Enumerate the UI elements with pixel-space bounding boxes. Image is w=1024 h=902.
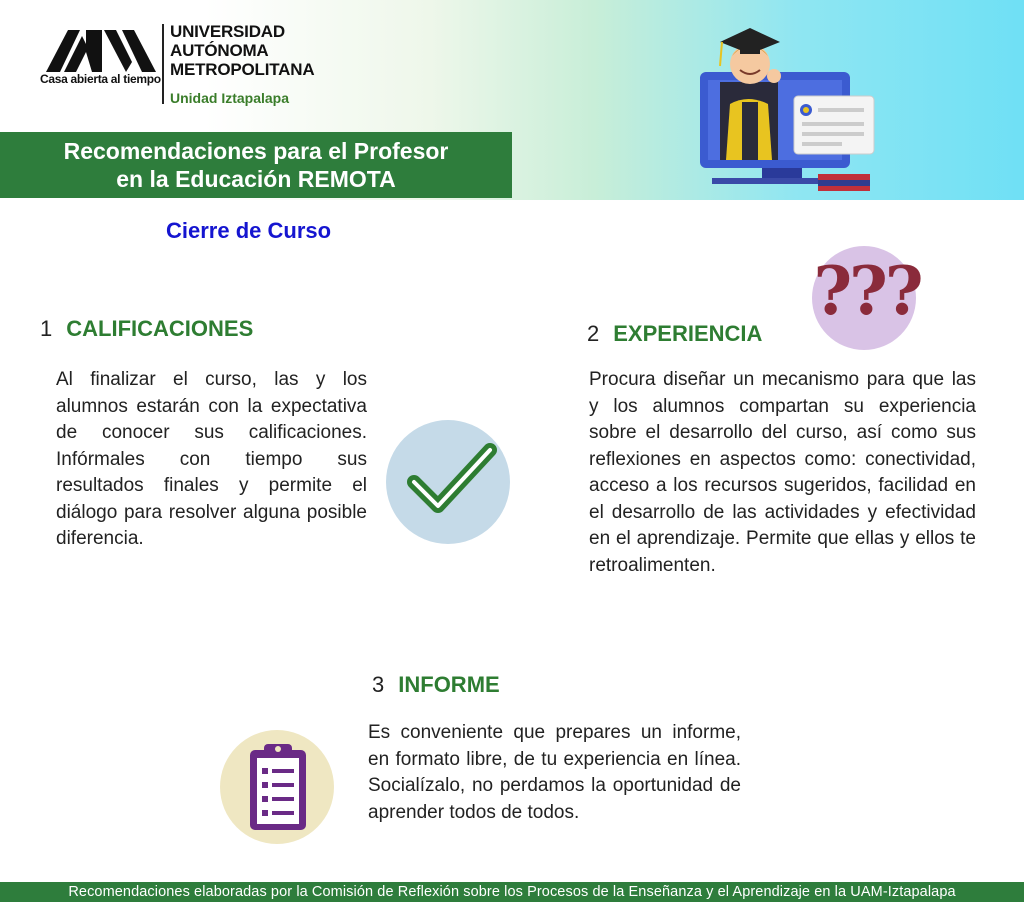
banner-line-1: Recomendaciones para el Profesor (63, 138, 449, 164)
uam-logo-icon (46, 26, 156, 74)
section-1-text: Al finalizar el curso, las y los alumnos estarán con la expectativa de conocer sus calificaciones. Infórmales con tiempo sus resultados finales y permite el diálogo para resolver alguna posible diferencia. (56, 369, 367, 549)
checkmark-icon (386, 420, 510, 544)
section-3-heading (372, 672, 500, 698)
section-3-number: 3 (372, 672, 385, 697)
banner-line-2: en la Educación REMOTA (116, 166, 396, 192)
university-name: UNIVERSIDAD AUTÓNOMA METROPOLITANA (170, 22, 315, 79)
footer-credits: Recomendaciones elaboradas por la Comisión de Reflexión sobre los Procesos de la Enseñanza y el Aprendizaje en la UAM-Iztapalapa (0, 882, 1024, 902)
section-1-number: 1 (40, 316, 53, 341)
clipboard-icon (220, 730, 334, 844)
section-1-heading (40, 316, 253, 342)
university-unit: Unidad Iztapalapa (170, 90, 290, 106)
page-title-banner (0, 132, 512, 198)
logo-tagline: Casa abierta al tiempo (40, 72, 161, 86)
graduate-illustration-icon (690, 16, 890, 196)
section-2-title: EXPERIENCIA (613, 321, 763, 346)
section-2-number: 2 (587, 321, 600, 346)
logo-divider (162, 24, 164, 104)
section-subtitle: Cierre de Curso (166, 218, 332, 243)
section-1-title: CALIFICACIONES (66, 316, 254, 341)
section-3-title: INFORME (398, 672, 500, 697)
question-marks-glyphs: ??? (813, 252, 921, 330)
section-2-heading (587, 321, 762, 347)
section-3-text: Es conveniente que prepares un informe, en formato libre, de tu experiencia en línea. Socialízalo, no perdamos la oportunidad de aprender todos de todos. (368, 722, 741, 823)
section-2-text: Procura diseñar un mecanismo para que las y los alumnos compartan su experiencia sobre el desarrollo del curso, así como sus reflexiones en aspectos como: conectividad, acceso a los recursos sugeridos, facilidad en el desarrollo de las actividades y efectividad en el aprendizaje. Permite que ellas y ellos te retroalimenten. (589, 369, 976, 576)
